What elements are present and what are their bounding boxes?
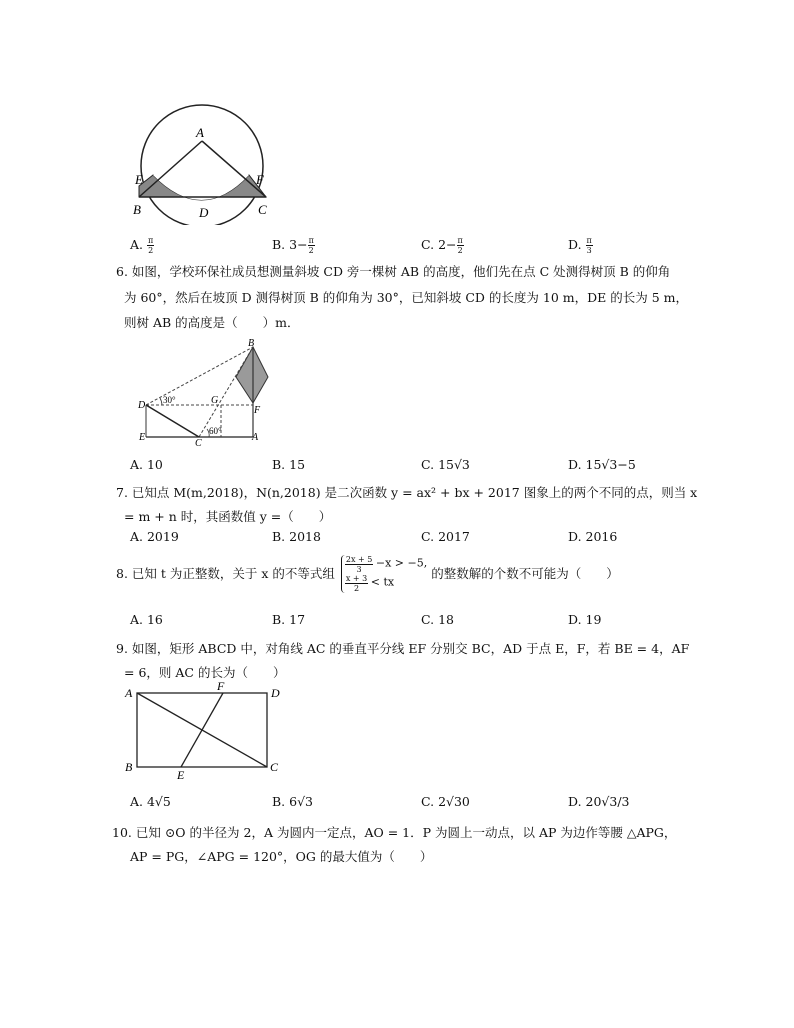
q6-option-c[interactable]: C. 15√3 (421, 457, 470, 472)
q6-line-2: 为 60°，然后在坡顶 D 测得树顶 B 的仰角为 30°，已知斜坡 CD 的长度为 10 m，DE 的长为 5 m， (124, 290, 688, 305)
fig5-label-B: B (133, 202, 141, 217)
q7-option-c[interactable]: C. 2017 (421, 529, 470, 544)
q9-option-d[interactable]: D. 20√3/3 (568, 794, 630, 809)
fig9-label-C: C (270, 760, 279, 774)
q5-figure (125, 95, 285, 225)
q6-line-1: 6. 如图，学校环保社成员想测量斜坡 CD 旁一棵树 AB 的高度，他们先在点 C 处测得树顶 B 的仰角 (116, 264, 671, 279)
q8-suffix: 的整数解的个数不可能为（ ） (431, 566, 619, 581)
fig6-label-A: A (252, 432, 259, 443)
fig6-label-G: G (211, 395, 219, 406)
fig9-label-D: D (271, 686, 280, 700)
q9-option-b[interactable]: B. 6√3 (272, 794, 314, 809)
q8-inequality-1 (345, 555, 427, 574)
q8-option-c[interactable]: C. 18 (421, 612, 454, 627)
fig5-label-F: F (256, 172, 264, 187)
q9-option-c[interactable]: C. 2√30 (421, 794, 470, 809)
q5-option-c-value: 2− $\frac{\pi}{2}$ (438, 236, 463, 255)
q5-option-b-value: 3− $\frac{\pi}{2}$ (289, 236, 314, 255)
q8-ineq1-num: 2x + 5 (345, 555, 373, 564)
q8-ineq2-rest: < tx (370, 575, 395, 589)
fig5-label-A: A (196, 125, 204, 140)
q5-option-a-letter: A. (130, 237, 147, 252)
q8-ineq1-rest: −x > −5, (375, 556, 428, 570)
q5-option-c-letter: C. (421, 237, 439, 252)
q7-option-d[interactable]: D. 2016 (568, 529, 618, 544)
q8-ineq2-den: 2 (354, 584, 360, 593)
q10-line-2: AP = PG，∠APG = 120°，OG 的最大值为（ ） (130, 849, 433, 864)
q8-line (116, 555, 619, 593)
q5-option-d-letter: D. (568, 237, 586, 252)
fig6-label-B: B (248, 338, 255, 349)
q5-option-b[interactable] (272, 236, 315, 255)
q5-option-a[interactable] (130, 236, 154, 255)
q6-option-a[interactable]: A. 10 (130, 457, 163, 472)
fig6-label-C: C (195, 438, 202, 447)
q8-inequality-system (341, 555, 427, 593)
q6-option-b[interactable]: B. 15 (272, 457, 306, 472)
q9-line-2: = 6，则 AC 的长为（ ） (124, 665, 286, 680)
q10-line-1: 10. 已知 ⊙O 的半径为 2，A 为圆内一定点，AO = 1．P 为圆上一动点，以 AP 为边作等腰 △APG， (112, 825, 677, 840)
fig6-label-D: D (138, 400, 146, 411)
q8-ineq2-num: x + 3 (345, 574, 368, 583)
q7-line-1: 7. 已知点 M(m,2018)，N(n,2018) 是二次函数 y = ax² + bx + 2017 图象上的两个不同的点，则当 x (116, 485, 698, 500)
fig6-label-E: E (139, 432, 146, 443)
q5-option-b-letter: B. (272, 237, 290, 252)
q8-option-a[interactable]: A. 16 (130, 612, 163, 627)
q8-option-d[interactable]: D. 19 (568, 612, 602, 627)
q9-option-a[interactable]: A. 4√5 (130, 794, 171, 809)
q6-option-d[interactable]: D. 15√3−5 (568, 457, 636, 472)
q8-option-b[interactable]: B. 17 (272, 612, 306, 627)
fig5-label-E: E (135, 172, 143, 187)
fig9-label-A: A (125, 686, 133, 700)
q6-line-3: 则树 AB 的高度是（ ）m． (124, 315, 300, 330)
q5-option-c[interactable] (421, 236, 464, 255)
fig5-label-D: D (199, 205, 209, 220)
q9-figure (120, 680, 290, 780)
q8-inequality-2 (345, 574, 427, 593)
fig9-label-B: B (125, 760, 133, 774)
q7-option-a[interactable]: A. 2019 (130, 529, 179, 544)
q5-option-d[interactable] (568, 236, 593, 255)
fig6-angle-60: 60° (209, 426, 222, 436)
q8-prefix: 8. 已知 t 为正整数，关于 x 的不等式组 (116, 566, 335, 581)
q9-line-1: 9. 如图，矩形 ABCD 中，对角线 AC 的垂直平分线 EF 分别交 BC，AD 于点 E，F，若 BE = 4，AF (116, 641, 690, 656)
fig6-angle-30: 30° (163, 395, 176, 405)
fig9-label-F: F (217, 680, 225, 693)
fig9-label-E: E (177, 768, 185, 780)
fig5-label-C: C (258, 202, 267, 217)
q5-option-a-value: $\frac{\pi}{2}$ (147, 236, 154, 255)
q7-line-2: = m + n 时，其函数值 y =（ ） (124, 509, 332, 524)
q6-figure (135, 335, 285, 447)
fig6-label-F: F (254, 405, 261, 416)
q8-ineq1-den: 3 (356, 565, 362, 574)
q7-option-b[interactable]: B. 2018 (272, 529, 321, 544)
q5-option-d-value: $\frac{\pi}{3}$ (586, 236, 592, 255)
